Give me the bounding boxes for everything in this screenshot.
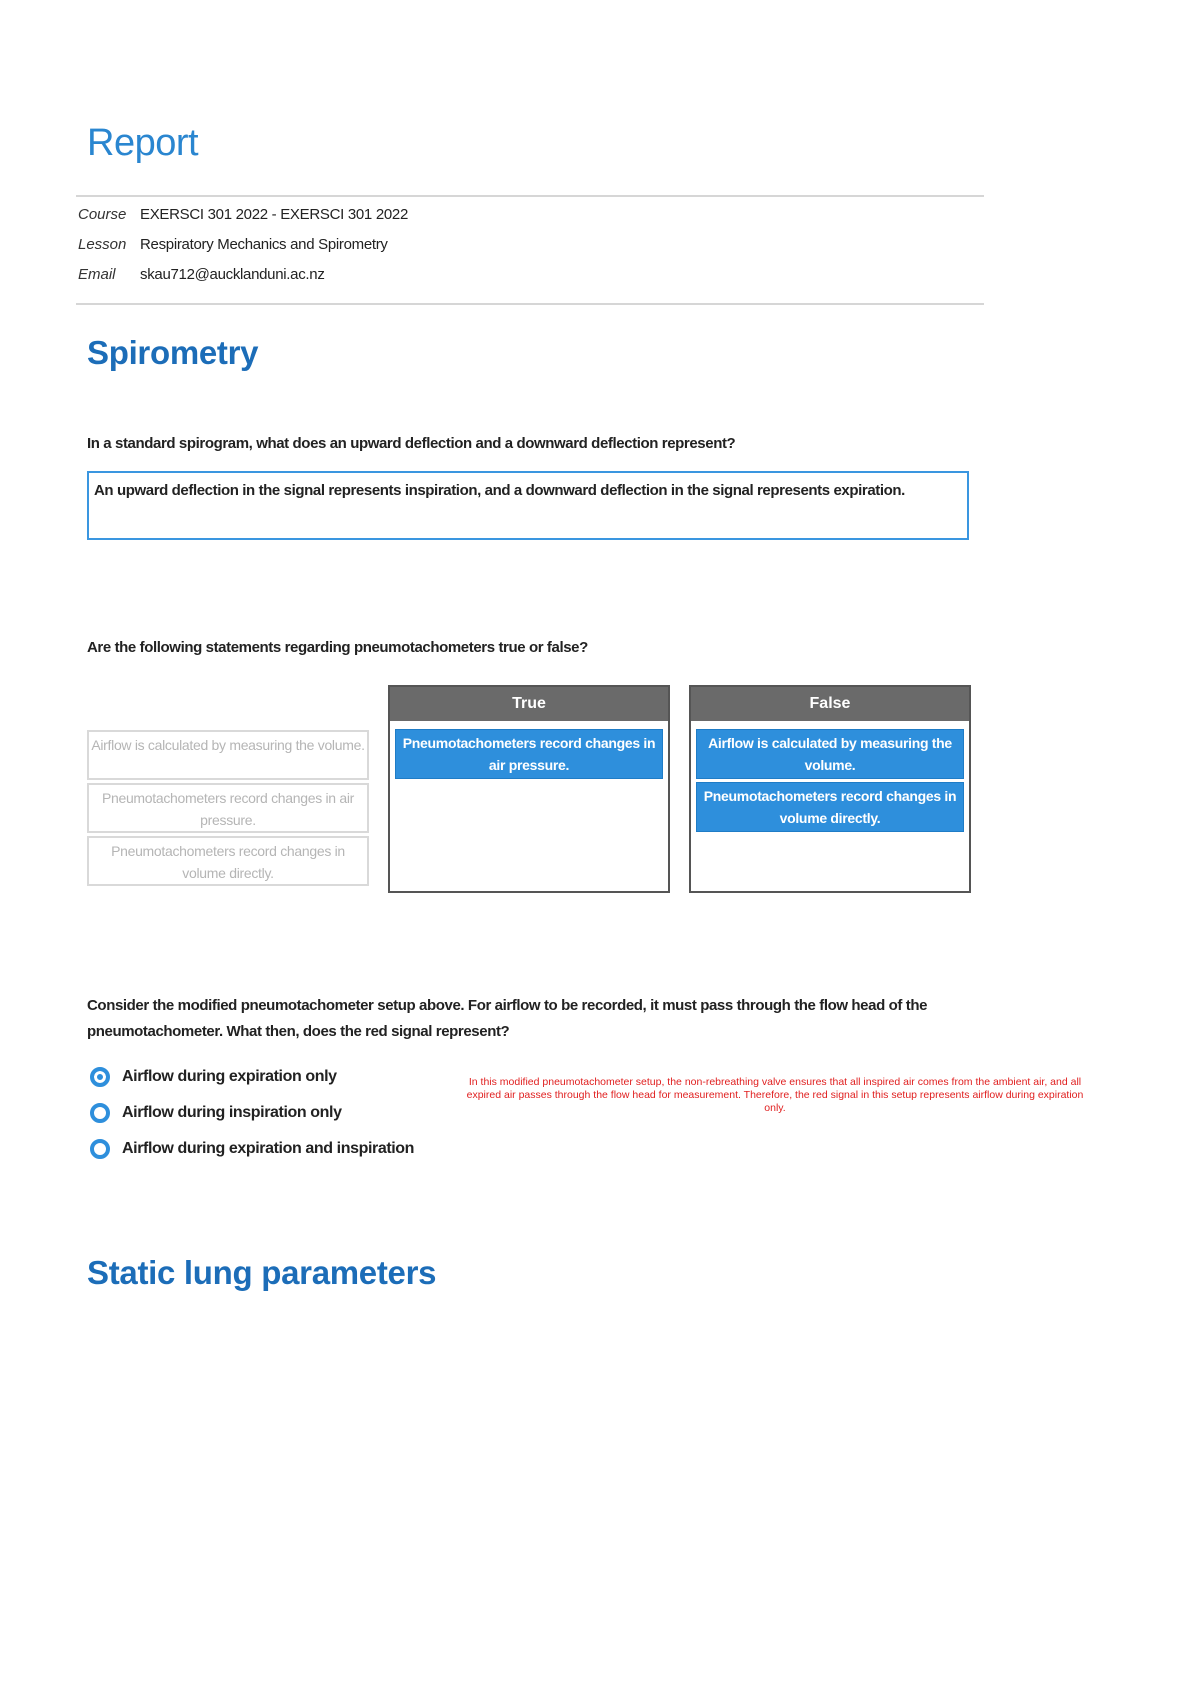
meta-label: Course — [78, 206, 127, 223]
divider — [76, 303, 984, 305]
meta-course — [78, 200, 408, 230]
radio-option[interactable] — [90, 1135, 414, 1163]
section-title-spirometry: Spirometry — [87, 334, 259, 371]
divider — [76, 195, 984, 197]
drag-item-card[interactable]: Airflow is calculated by measuring the volume. — [696, 729, 964, 779]
radio-label: Airflow during expiration only — [122, 1068, 337, 1085]
drag-item-card[interactable]: Pneumotachometers record changes in air pressure. — [395, 729, 663, 779]
question-prompt: Are the following statements regarding pneumotachometers true or false? — [87, 639, 588, 656]
answer-textbox[interactable]: An upward deflection in the signal represents inspiration, and a downward deflection in the signal represents expiration. — [87, 471, 969, 540]
meta-value: skau712@aucklanduni.ac.nz — [140, 266, 325, 283]
radio-option[interactable] — [90, 1099, 342, 1127]
meta-email — [78, 260, 408, 290]
drag-item-source[interactable]: Airflow is calculated by measuring the volume. — [87, 730, 369, 780]
drop-zone-header: True — [390, 687, 668, 721]
radio-icon[interactable] — [90, 1139, 110, 1159]
drop-zone-false[interactable] — [689, 685, 971, 893]
meta-value: EXERSCI 301 2022 - EXERSCI 301 2022 — [140, 206, 408, 223]
drop-zone-true[interactable] — [388, 685, 670, 893]
section-title-static-lung: Static lung parameters — [87, 1254, 437, 1291]
page-title: Report — [87, 122, 199, 164]
drag-item-card[interactable]: Pneumotachometers record changes in volume directly. — [696, 782, 964, 832]
drag-item-source[interactable]: Pneumotachometers record changes in volume directly. — [87, 836, 369, 886]
radio-selected-icon[interactable] — [90, 1067, 110, 1087]
feedback-text: In this modified pneumotachometer setup, the non-rebreathing valve ensures that all inspired air comes from the ambient air, and all expired air passes through the flow head for measurement. Therefore, the red signal in this setup represents airflow during expiration only. — [466, 1076, 1084, 1114]
meta-value: Respiratory Mechanics and Spirometry — [140, 236, 388, 253]
radio-label: Airflow during expiration and inspiration — [122, 1140, 415, 1157]
question-prompt: Consider the modified pneumotachometer setup above. For airflow to be recorded, it must pass through the flow head of the pneumotachometer. What then, does the red signal represent? — [87, 997, 928, 1040]
meta-lesson — [78, 230, 408, 260]
radio-icon[interactable] — [90, 1103, 110, 1123]
question-prompt: In a standard spirogram, what does an upward deflection and a downward deflection represent? — [87, 435, 736, 452]
meta-label: Email — [78, 266, 116, 283]
radio-label: Airflow during inspiration only — [122, 1104, 342, 1121]
radio-option[interactable] — [90, 1063, 337, 1091]
drop-zone-header: False — [691, 687, 969, 721]
meta-label: Lesson — [78, 236, 127, 253]
drag-item-source[interactable]: Pneumotachometers record changes in air pressure. — [87, 783, 369, 833]
report-meta — [78, 200, 408, 290]
